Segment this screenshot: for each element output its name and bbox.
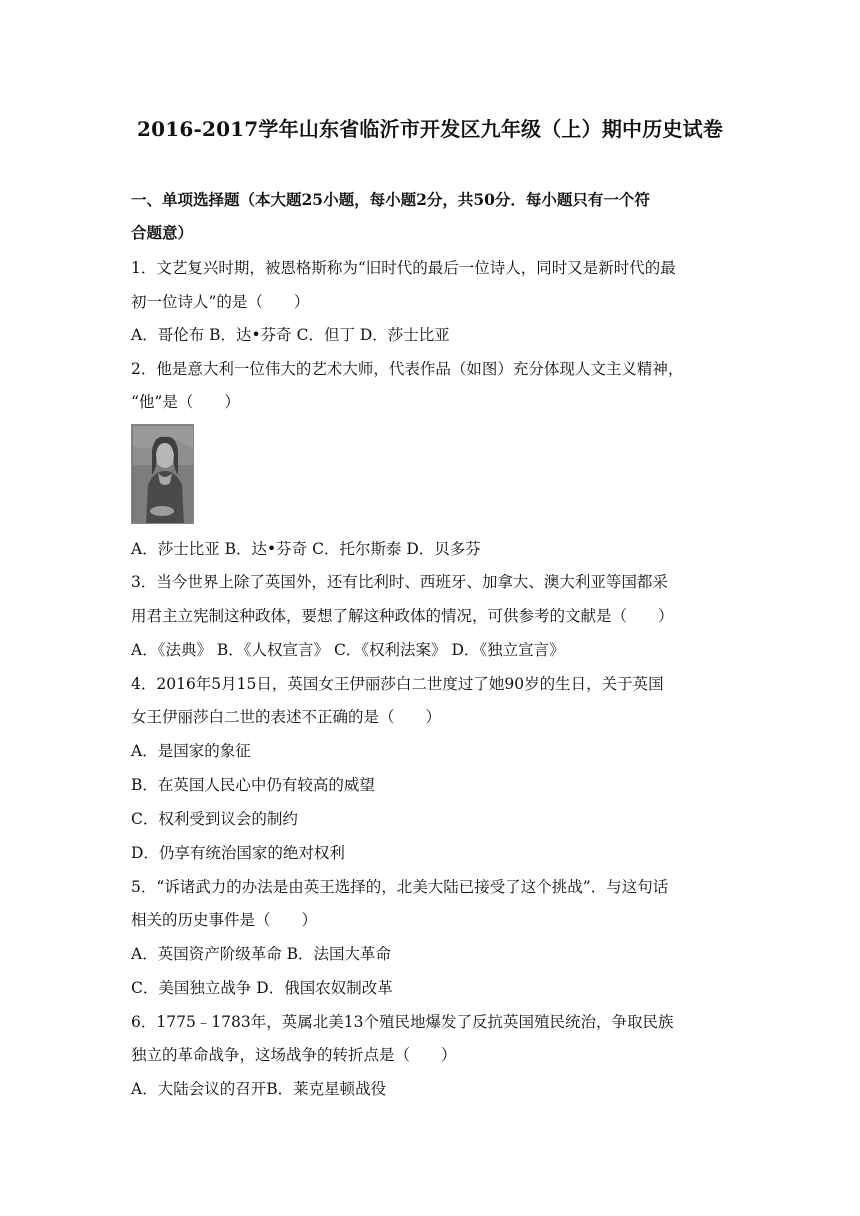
- q4-option-a: A．是国家的象征: [131, 742, 251, 760]
- mona-lisa-image: [131, 424, 194, 524]
- q1-stem: 1．文艺复兴时期，被恩格斯称为“旧时代的最后一位诗人，同时又是新时代的最: [131, 259, 676, 277]
- q4-option-b: B．在英国人民心中仍有较高的威望: [131, 776, 375, 794]
- q5-options-ab: A．英国资产阶级革命 B．法国大革命: [131, 945, 392, 963]
- q6-stem-cont: 独立的革命战争，这场战争的转折点是（ ）: [131, 1046, 457, 1064]
- q5-options-cd: C．美国独立战争 D．俄国农奴制改革: [131, 979, 393, 997]
- q4-option-c: C．权利受到议会的制约: [131, 810, 298, 828]
- q1-stem-cont: 初一位诗人”的是（ ）: [131, 293, 310, 311]
- q6-options-ab: A．大陆会议的召开B．莱克星顿战役: [131, 1080, 387, 1098]
- mona-lisa-picture: [132, 425, 194, 524]
- q2-options: A．莎士比亚 B．达•芬奇 C．托尔斯泰 D．贝多芬: [131, 540, 481, 558]
- q6-stem: 6．1775﹣1783年，英属北美13个殖民地爆发了反抗英国殖民统治，争取民族: [131, 1013, 674, 1031]
- q2-stem-cont: “他”是（ ）: [131, 393, 240, 411]
- q3-stem-cont: 用君主立宪制这种政体，要想了解这种政体的情况，可供参考的文献是（ ）: [131, 607, 674, 625]
- q3-options: A．《法典》 B．《人权宣言》 C．《权利法案》 D．《独立宣言》: [131, 641, 565, 659]
- q4-stem: 4．2016年5月15日，英国女王伊丽莎白二世度过了她90岁的生日，关于英国: [131, 675, 664, 693]
- q4-stem-cont: 女王伊丽莎白二世的表述不正确的是（ ）: [131, 708, 442, 726]
- q5-stem: 5．“诉诸武力的办法是由英王选择的，北美大陆已接受了这个挑战”．与这句话: [131, 878, 669, 896]
- q4-option-d: D．仍享有统治国家的绝对权利: [131, 844, 345, 862]
- section-heading: 一、单项选择题（本大题25小题，每小题2分，共50分．每小题只有一个符: [131, 190, 650, 209]
- section-heading-cont: 合题意）: [131, 223, 194, 242]
- q5-stem-cont: 相关的历史事件是（ ）: [131, 911, 318, 929]
- q3-stem: 3．当今世界上除了英国外，还有比利时、西班牙、加拿大、澳大利亚等国都采: [131, 573, 668, 591]
- page-title: 2016-2017学年山东省临沂市开发区九年级（上）期中历史试卷: [136, 117, 724, 141]
- q1-options: A．哥伦布 B．达•芬奇 C．但丁 D．莎士比亚: [131, 326, 450, 344]
- q2-stem: 2．他是意大利一位伟大的艺术大师，代表作品（如图）充分体现人文主义精神，: [131, 360, 684, 378]
